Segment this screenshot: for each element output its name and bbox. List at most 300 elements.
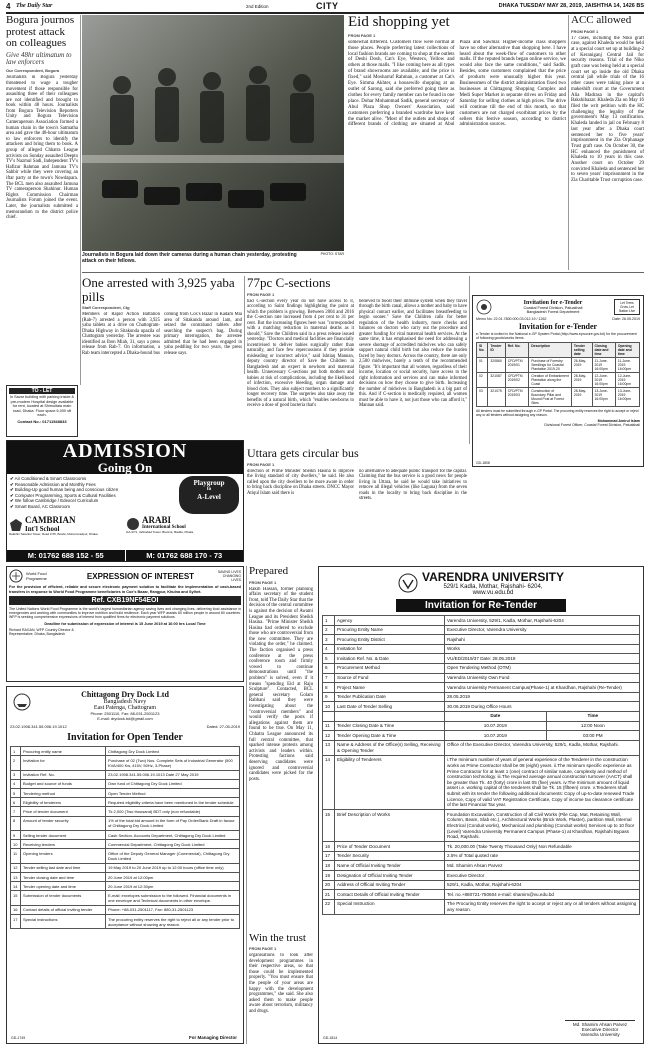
row-value: E-mail: envelopes submission to the followed. Financial documents in one envelope and Technical documents in other envelope.	[106, 891, 240, 905]
row-value: Office of the Deputy General Manager (Commercial), Chittagong Dry Dock Limited	[106, 849, 240, 863]
row-number: 14	[323, 755, 335, 809]
row-label: Contact Details of Official Inviting Tender	[335, 890, 445, 900]
trust-from: FROM PAGE 1	[249, 946, 277, 952]
row-value: 28.05.2019	[445, 692, 640, 702]
wfp-tagline: SAVING LIVES CHANGING LIVES	[217, 570, 241, 582]
gov-dept: Coastal Forest Division, Patuakhali	[523, 306, 583, 310]
wfp-eoi-ad	[6, 566, 244, 682]
bogura-byline: Our Correspondent, Bogura	[6, 68, 60, 74]
row-label: Procuring entity name	[21, 747, 106, 756]
row-number: 1	[323, 616, 335, 626]
table-row	[323, 851, 640, 861]
cambrian-phone: M: 01762 688 152 - 55	[7, 550, 126, 561]
table-row	[11, 831, 240, 840]
bogura-photo	[82, 15, 344, 251]
row-number: 16	[11, 905, 21, 914]
table-row	[323, 683, 640, 693]
table-row	[323, 692, 640, 702]
table-row	[323, 711, 640, 721]
bogura-photo-credit: PHOTO: STAR	[320, 252, 344, 256]
table-cell: CFD/PTK/ 2019/01	[505, 358, 529, 373]
row-number: 22	[323, 899, 335, 914]
ctg-country: Bangladesh Navy	[103, 699, 147, 705]
prepared-from: FROM PAGE 1	[249, 579, 277, 585]
table-row	[11, 747, 240, 756]
row-number: 16	[323, 842, 335, 852]
wfp-body: The United Nations World Food Programme is the world's largest humanitarian agency saving lives and changing lives, delivering food assistance in emergencies and working with communities to improve nutrition and build resilience. Each year WFP assists 80 million people in around 80 countries. WFP is seeking comprehensive expressions of interest from qualified firms for electronic payment solutions.	[9, 607, 241, 620]
table-row	[11, 798, 240, 807]
table-cell: 11	[323, 721, 335, 731]
wfp-org: World Food Programme	[26, 571, 47, 581]
table-row	[477, 358, 640, 373]
uttara-headline: Uttara gets circular bus	[247, 447, 359, 460]
row-value: 30.06.2019 During Office Hours	[445, 702, 640, 712]
table-header: Closing date and time	[592, 343, 615, 358]
row-value: The Procuring Entity reserves the right to accept or reject any or all tenders without assigning any reason.	[445, 899, 640, 914]
vu-address: 529/1 Kadla, Mothar, Rajshahi- 6204,	[443, 584, 543, 590]
row-label: Name of Official Inviting Tender	[335, 861, 445, 871]
table-row	[323, 673, 640, 683]
table-header: Sl No.	[477, 343, 488, 358]
badge-alevel: A-Level	[197, 493, 221, 501]
table-row	[323, 616, 640, 626]
vu-signatory-title: Executive Director	[581, 1027, 619, 1032]
table-cell: 10.07.2019	[445, 731, 547, 741]
row-label: Project Name	[335, 683, 445, 693]
yaba-headline: One arrested with 3,925 yaba pills	[82, 276, 235, 304]
row-label: Procuring Entity District	[335, 635, 445, 645]
yaba-story	[82, 276, 242, 374]
row-value: 529/1, Kadla, Mothar, Rajshahi-6204	[445, 880, 640, 890]
table-row	[477, 373, 640, 388]
table-cell: 321075	[488, 388, 505, 407]
row-value: 20 June 2019 at 12:00pm	[106, 873, 240, 882]
arabi-name: ARABI	[142, 515, 172, 525]
table-cell: CFD/PTK/ 2019/02	[505, 373, 529, 388]
row-number: 9	[11, 831, 21, 840]
admission-subtitle: Going On	[97, 460, 153, 475]
table-row	[11, 807, 240, 816]
row-number: 17	[323, 851, 335, 861]
tolet-ad	[6, 385, 78, 437]
row-value: i.The minimum number of years of general experience of the Tenderer in the construction works as Prime Contractor shall be 08 (eight) years. ii.The minimum specific experience as Prime Contractor for at least 1 (one) contract of similar nature, complexity and method of construction technology. iii.The required average annual construction turnover (AACT) shall be greater than Tk. 40 (forty) crore in last 05 (five) years. iv.The minimum amount of liquid asset i.e. working capital of the tenderers shall be Tk. 15 (fifteen) crore. v.Tenderers shall submit with its tender the following additional documents: Copy of up-to-date renewed Trade Licence, Copy of valid VAT Registration Certificate, Copy of income tax clearance certificate of the last Financial Tax year.	[445, 755, 640, 809]
admission-bullet: ✔ Air Conditioned & Smart Classrooms	[10, 476, 87, 481]
table-row	[323, 755, 640, 809]
table-cell: 12:00 Noon	[546, 721, 639, 731]
row-value: Rajshahi	[445, 635, 640, 645]
wfp-logo-icon	[9, 569, 23, 583]
badge-to: to	[206, 487, 212, 492]
table-cell: 02	[477, 373, 488, 388]
paper-name: The Daily Star	[16, 3, 53, 9]
row-number: 19	[323, 871, 335, 881]
acc-body: 17 cases, including the Niko graft case, against Khaleda would be held at a special court set up at building-2 of Keraniganj Central Jail for security reasons. Trial of the Niko graft case was being held at a special court set up inside the old Dhaka central jail while trials of the 16 other cases were taking place at a makeshift court at the Government Alia Madrasa in the capital's Bakshibazar. Khaleda Zia on May 16 filed the writ petition with the HC challenging the legality of the government's May 13 notification. Khaleda landed in jail on February 8 last year after a Dhaka court sentenced her to five years' imprisonment in the Zia Orphanage Trust graft case. On October 30, the HC enhanced the punishment of Khaleda to 10 years in this case. Another court on October 29 convicted Khaleda and sentenced her to seven years' imprisonment in the Zia Charitable Trust corruption case.	[571, 35, 644, 184]
row-label: Last Date of Tender Selling	[335, 702, 445, 712]
admission-bullet: ✔ Building-Up good human being and conscious citizen	[10, 487, 119, 493]
table-cell: Purchase of Forestry Seedlings for Coastal Plantation 2019-20	[529, 358, 572, 373]
row-number: 2	[323, 625, 335, 635]
prepared-story	[249, 566, 313, 1044]
time-header: Time	[546, 711, 639, 721]
check-icon: ✔	[10, 476, 14, 481]
varendra-logo-icon	[398, 573, 418, 593]
prepared-headline: Prepared	[249, 566, 289, 577]
row-number: 8	[323, 683, 335, 693]
row-value: Cash Section, Accounts Department, Chittagong Dry Dock Limited	[106, 831, 240, 840]
row-number: 5	[11, 789, 21, 798]
row-number: 7	[11, 807, 21, 816]
table-row	[11, 779, 240, 788]
table-row	[11, 905, 240, 914]
row-number: 4	[11, 779, 21, 788]
cambrian-sub: Int'l School	[25, 525, 60, 533]
row-value: 20 June 2019 at 12:30pm	[106, 882, 240, 891]
admission-bullet: ✔ We follow Cambridge / Edexcel Curriculum	[10, 498, 99, 504]
table-row	[11, 873, 240, 882]
row-value: Tk. 20,000.00 (Take Twenty Thousand Only) Non Refundable	[445, 842, 640, 852]
row-number: 17	[11, 915, 21, 929]
table-header: Ref. No.	[505, 343, 529, 358]
gov-dept2: Bangladesh Forest Department	[526, 310, 580, 314]
row-value: Varendra University Permanent Campus(Phase-1) at Khardhan, Rajshahi (Re-Tender)	[445, 683, 640, 693]
table-cell: 01	[477, 358, 488, 373]
cambrian-logo-icon	[9, 518, 23, 532]
row-label: Name & Address of the Office(s) Selling, Receiving & Opening Tender	[335, 740, 445, 755]
wfp-contact: Richard RAGAN, WFP Country Director & Representative, Dhaka, Bangladesh	[9, 627, 74, 636]
row-value: Commercial Department, Chittagong Dry Dock Limited	[106, 840, 240, 849]
table-row	[11, 891, 240, 905]
row-label: Eligibility of tenderers	[21, 798, 106, 807]
row-value: Md. Shamim Ahsan Parvez	[445, 861, 640, 871]
arabi-address: GA-37/1, Jahirabad Tower, Block E, Badda, Dhaka	[126, 530, 194, 534]
check-icon: ✔	[10, 498, 14, 504]
row-label: Opening tenders	[21, 849, 106, 863]
table-cell: 28-May-2019	[571, 388, 592, 407]
gov-etender-heading: Invitation for e-Tender	[518, 322, 598, 331]
bogura-body: Journalists in Bogura yesterday threatened to wage a tougher movement if those responsible for assaulting three of their colleagues are not identified and brought to book within 48 hours. Journalists from Bogura Television Reporters Unity and Bogura Television Cameraperson Association formed a human chain in the town's Satmatha area and gave the 48-hour ultimatum to law enforcers to identify the attackers and bring them to book. A group of alleged Chhatra League activists on Sunday assaulted Deepto TV's Nazmul Sadi, Independent TV's Hafizur Rahman and Jamuna TV's Sabbir while they were covering an iftar party at the town's Nowdapara. The BCL men also assaulted Jamuna TV cameraperson Shahinur. Human Rights Commission Chairman Journalists Forum joined the event. Later, the journalists submitted a memorandum to the district police chief.	[6, 75, 78, 221]
table-row	[323, 861, 640, 871]
row-number: 13	[11, 873, 21, 882]
table-cell: 03:00 PM	[546, 731, 639, 741]
admission-bullets	[7, 474, 177, 516]
table-cell: Tender Opening Date & Time	[335, 731, 445, 741]
arabi-phone: M: 01762 688 170 - 73	[126, 550, 244, 561]
row-label: Address of Official Inviting Tender	[335, 880, 445, 890]
table-row	[323, 890, 640, 900]
row-label: Procurement Method	[335, 663, 445, 673]
row-number: 15	[323, 810, 335, 842]
table-cell: CFD/PTK/ 2019/03	[505, 388, 529, 407]
row-label: Tender closing date and time	[21, 873, 106, 882]
table-row	[323, 842, 640, 852]
row-label: Procuring Entity Name	[335, 625, 445, 635]
row-label: Tendering method	[21, 789, 106, 798]
arabi-sub: International School	[142, 525, 186, 530]
row-value: Chittagong Dry Dock Limited	[106, 747, 240, 756]
row-value: Executive Director, Varendra University	[445, 625, 640, 635]
table-row	[323, 654, 640, 664]
table-header: Tender ID	[488, 343, 505, 358]
bogura-story	[6, 15, 78, 385]
check-icon: ✔	[10, 487, 14, 493]
acc-story	[571, 15, 644, 270]
ctg-title: Invitation for Open Tender	[67, 732, 183, 743]
table-cell: 13-June-2019 16:00pm	[592, 388, 615, 407]
row-label: Tender Publication Date	[335, 692, 445, 702]
row-number: 6	[11, 798, 21, 807]
tolet-body: In Savar building with parking inside & pre-modern Hospital design available for rent, located at Shimultala main road, Dhaka. Floor space 6,000 sft each.	[9, 395, 75, 417]
table-row	[11, 770, 240, 779]
row-number: 5	[323, 654, 335, 664]
section-title: CITY	[316, 2, 339, 11]
table-cell: 13-June-2019 16:00pm	[615, 388, 639, 407]
row-number: 6	[323, 663, 335, 673]
row-value: Tk 2,000 (Two thousand) BDT only (non refundable)	[106, 807, 240, 816]
table-cell: 12-June-2019 16:00pm	[615, 373, 639, 388]
drydock-logo-icon	[13, 693, 31, 711]
row-label: Source of Fund	[335, 673, 445, 683]
table-row	[11, 863, 240, 872]
gov-memo: Memo No: 22.01.7800.000.03.012.19 / 1262	[476, 317, 547, 321]
vu-signatory: Md. Shamim Ahsan Parvez	[572, 1022, 628, 1027]
table-row	[323, 899, 640, 914]
acc-headline: ACC allowed	[571, 15, 632, 26]
row-number: 7	[323, 673, 335, 683]
table-row	[323, 871, 640, 881]
row-number	[323, 711, 335, 721]
vu-tender-table	[322, 615, 640, 915]
prepared-body: Rakib Hassan, former planning affairs secretary of the student front, told The Daily Star that the decision of the central committee is against the decision of Awami League and its President Sheikh Hasina. "Prime Minister Sheikh Hasina had ordered to exclude those who are controversial from the new committee. They are violating the order," he claimed. The faction organised a press conference at the press conference room and firmly vowed to continue demonstrations until "the problem" is solved, even if it means "spending Eid at Raju Sculpture". Contacted, BCL general secretary Golam Rabbani said they were investigating about the "controversial members" and would verify the posts if allegations against them are found to be true. On May 11, Chhatra League announced its full central committee, that sparked intense protests among activists and leaders within. Protesting factions said deserving candidates were ignored and controversial candidates were picked for the posts.	[249, 586, 313, 782]
wfp-title: EXPRESSION OF INTEREST	[86, 571, 195, 581]
ctg-addr: East Patenga, Chattogram	[93, 705, 157, 711]
uttara-story	[247, 447, 467, 559]
row-label: Amount of tender security	[21, 816, 106, 830]
uttara-body-2: no alternative to adequate public transport for the capital. Claiming that the bus service is a good news for people living in Uttara, he said he would take initiatives to remove all illegal vehicles (like Laguna) from the seven roads in the locality to bring back discipline in the streets.	[359, 468, 467, 502]
gov-date: Date: 26.05.2019	[612, 317, 640, 321]
row-number: 15	[11, 891, 21, 905]
row-label: Price of tender document	[21, 807, 106, 816]
table-cell: 11-June-2019 16:00pm	[615, 358, 639, 373]
row-label: Special Instruction	[335, 899, 445, 914]
tolet-title: TO - LET	[9, 388, 75, 394]
admission-ad	[6, 440, 244, 562]
row-number: 10	[11, 840, 21, 849]
table-header: Tender selling date	[571, 343, 592, 358]
row-label: Receiving tenders	[21, 840, 106, 849]
row-value: Open Tendering Method (OTM)	[445, 663, 640, 673]
table-row	[323, 663, 640, 673]
table-row	[11, 882, 240, 891]
row-number: 2	[11, 756, 21, 770]
table-row	[323, 644, 640, 654]
table-row	[323, 810, 640, 842]
table-cell: Construction of Boundary Pillar and Mound Post at Forest Sites	[529, 388, 572, 407]
bogura-headline: Bogura journos protest attack on colleagues	[6, 15, 75, 50]
ctg-org: Chittagong Dry Dock Ltd	[81, 690, 169, 699]
table-row	[323, 880, 640, 890]
row-number: 1	[11, 747, 21, 756]
cambrian-address: Dakkhin Satarkul Tower, Road # 05, Bosila, Mohammadpur, Dhaka	[9, 532, 98, 536]
gov-intro: e-Tender is invited in the National e-GP System Portal (http://www.eprocure.gov.bd) for the procurement of following goods/works items.	[476, 332, 637, 340]
row-value: Own fund of Chittagong Dry Dock Limited	[106, 779, 240, 788]
row-label: Invitation for	[335, 644, 445, 654]
uttara-from: FROM PAGE 1	[247, 461, 275, 467]
csection-body-2: believed to boost their immune system when they travel through the birth canal, allows a mother and baby to have physical contact earlier, and facilitates breastfeeding to begin sooner." Save the Children calls for better regulation of the health industry, more checks and balances on doctors who carry out the procedure and greater funding for vital maternal health services. At the same time, it has emphasised the need for addressing a severe shortage of accredited midwives who can safely support natural child birth but also reduce the burden faced by busy doctors. Across the country, there are only 2,500 midwives, barely a tenth of the recommended figure. "It's important that all women, regardless of their income, location or social security, have access to the right information and services and can make informed decisions on how they choose to give birth. Increasing the number of midwives in Bangladesh is a big part of this. And if C-section is medically required, all women must be able to have it, not just those who can afford it," Mannan said.	[359, 298, 467, 409]
cambrian-name: CAMBRIAN	[25, 515, 76, 525]
row-value: Required eligibility criteria have been mentioned in the tender schedule	[106, 798, 240, 807]
table-row	[323, 702, 640, 712]
row-number: 13	[323, 740, 335, 755]
row-value: VU/ED/2019/37 Date: 28.05.2019	[445, 654, 640, 664]
gov-notes: All tenders must be submitted through e-GP Portal. The procuring entity reserves the right to accept or reject any or all tenders without assigning any reason.	[476, 409, 639, 417]
wfp-ref: Ref. CXB19NF54EOI	[9, 596, 241, 605]
row-number: 4	[323, 644, 335, 654]
vu-title: Invitation for Re-Tender	[396, 599, 566, 612]
row-value: 23.02.1908.341.55.006.19.1013 Date 27 May 2019	[106, 770, 240, 779]
yaba-byline: Staff Correspondent, Ctg	[82, 305, 130, 311]
table-row	[11, 789, 240, 798]
check-icon: ✔	[10, 492, 14, 498]
row-label: Eligibility of Tenderers	[335, 755, 445, 809]
row-number: 11	[11, 849, 21, 863]
row-label: Selling tender document	[21, 831, 106, 840]
vu-website: www.vu.edu.bd	[472, 590, 514, 596]
page-number: 4	[6, 2, 11, 11]
table-row	[477, 388, 640, 407]
journalists-image	[82, 15, 344, 251]
row-label: Budget and source of funds	[21, 779, 106, 788]
masthead	[6, 2, 644, 12]
admission-bullet: ✔ Smart Board, AC Classroom	[10, 503, 71, 509]
gov-signatory: Mohammad Amirul Islam	[597, 419, 640, 423]
check-icon: ✔	[10, 481, 14, 487]
table-row	[323, 625, 640, 635]
admission-title: ADMISSION	[62, 440, 188, 462]
tolet-contact: Contact No.: 01711548833	[17, 418, 67, 424]
row-value: Phone: +88-031-2501117, Fax: 880-31-2501123	[106, 905, 240, 914]
row-label: Contact details of official inviting tender	[21, 905, 106, 914]
table-row	[323, 731, 640, 741]
bogura-photo-caption: Journalists in Bogura laid down their cameras during a human chain yesterday, protesting attack on their fellows.	[82, 252, 297, 264]
gov-gd: GD-1808	[476, 461, 490, 465]
table-row	[323, 635, 640, 645]
table-row	[11, 849, 240, 863]
ctg-memo: 23.02.1908.341.55.006.19.1012	[10, 724, 67, 729]
row-value: Works	[445, 644, 640, 654]
vu-name: VARENDRA UNIVERSITY	[421, 570, 564, 584]
eid-body: somewhat different. Customers flow were normal at those places. People preferring latest collections of local fashion brands are coming to shop at the outlets of Deshi Dosh, Cat's Eye, Westecs, Yellow and others at those malls. "I like coming here as all types of brand showrooms are available, and the price is fixed," said Mosharraf Rahman, a customer at Cat's Eye. Simma Akhter, a housewife shopping at an outlet of Sarong, said she preferred going there as clothes for every family member can be found in one place. Dohar Mohammad Sadik, general secretary of Abul Plaza Shop Owners' Association, said customers preferring a branded wardrobe have kept the market alive. "Most of the outlets and shops of different brands of clothing are situated at Abul Plaza and Sawmar. Higher-income class shoppers have no other alternative than shopping here. I have heard about the week-flow of customers to other malls. If the reputed brands began online service, we would also face the same conditions," said Sadik. Besides, some customers complained that the price of products were unusually higher this year. Businessmen of the district administration fixed two businesses at Chittagong Shopping Complex and Medi Super Market in separate drives on Friday and Saturday for selling clothes at high prices. The drive will continue till the end of this month, so that customers are not charged exorbitant prices by the sellers this festive season, according to district administration sources.	[348, 39, 566, 128]
ctg-email: E-mail: drydock.bd@gmail.com	[97, 716, 153, 721]
row-label: Special instructions	[21, 915, 106, 929]
bangladesh-emblem-icon	[476, 299, 492, 315]
csection-from: FROM PAGE 1	[247, 291, 275, 297]
row-number: 3	[11, 770, 21, 779]
row-number: 21	[323, 890, 335, 900]
row-label: Brief Description of Works	[335, 810, 445, 842]
table-cell: 11-June-2019 16:00pm	[592, 358, 615, 373]
row-number: 20	[323, 880, 335, 890]
row-label: Invitation for	[21, 756, 106, 770]
table-cell: 321087	[488, 373, 505, 388]
admission-badge	[179, 476, 239, 514]
row-label: Price of Tender Document	[335, 842, 445, 852]
gov-title: Invitation for e-Tender	[523, 300, 583, 306]
varendra-ad	[318, 566, 644, 1044]
gov-tender-table	[476, 342, 640, 407]
row-value: Varendra University, 529/1, Kadla, Mothar, Rajshahi-6204	[445, 616, 640, 626]
table-cell: 28-May-2019	[571, 373, 592, 388]
eid-story	[348, 15, 566, 270]
table-cell: Tender Closing Date & Time	[335, 721, 445, 731]
table-cell: 26-May-2019	[571, 358, 592, 373]
gov-slogan: Let Trees Grow, Let Nation Live	[614, 299, 640, 315]
row-value: Office of the Executive Director, Varendra University, 529/1, Kadla, Mothar, Rajshahi.	[445, 740, 640, 755]
eid-from: FROM PAGE 1	[348, 32, 376, 38]
row-label: Agency	[335, 616, 445, 626]
table-cell: 12	[323, 731, 335, 741]
table-row	[323, 740, 640, 755]
row-value: Tel. no.+880721-750604 e-mail: shamim@vu.edu.bd	[445, 890, 640, 900]
table-cell: Creation of Embankment Plantation along the Coast	[529, 373, 572, 388]
badge-playgroup: Playgroup	[193, 479, 225, 487]
yaba-body: Members of Rapid Action Battalion (Rab-7) arrested a person with 3,925 yaba tablets at a drive on Chattogram-Dhaka Highway in Sitakunda upazila of Chattogram yesterday. The arrestee was identified as Ibon Miah, 31, says a press release from Rab-7. On information, a Rab team intercepted a Dhaka-bound bus coming from Cox's Bazar in Kadam Mia area of Sitakunda around 1am, and seized the contraband tablets after searching the suspect's bag. During primary interrogation, the arrestee admitted that he had been engaged in yaba peddling for two years, the press release says.	[82, 312, 242, 356]
row-value: 1% of the total bid amount in the form of Pay Order/Bank Draft in favour of Chittagong Dry Dock Limited	[106, 816, 240, 830]
row-number: 14	[11, 882, 21, 891]
row-number: 10	[323, 702, 335, 712]
check-icon: ✔	[10, 503, 14, 509]
admission-bullet: ✔ Reasonable Admission and Monthly Fees	[10, 481, 96, 487]
table-row	[11, 840, 240, 849]
uttara-body-1: direction of Prime Minister Sheikh Hasina to improve the living standard of city dwellers," he said. He also called upon the city dwellers to be more aware in order to bring back discipline on Dhaka streets. DNCC Mayor Atiqul Islam said there is	[247, 468, 354, 496]
ctg-footer: For Managing Director	[188, 1035, 237, 1040]
row-label	[335, 711, 445, 721]
trust-body: organisations to look after development programmes in their respective areas, so that those could be implemented properly. "You must ensure that the people of your areas are happy with the development programmes," she said. She also asked them to make people aware about terrorism, militancy and drugs.	[249, 953, 313, 1015]
row-number: 8	[11, 816, 21, 830]
row-value: Executive Director	[445, 871, 640, 881]
row-value: Purchase of 02 (Two) Nos. Complete Sets of Industrial Generator (500 KVA/400 Kw, 415V, 50Hz, 3-Phase)	[106, 756, 240, 770]
ctg-tender-table	[10, 746, 240, 929]
ctg-phone: Phone: 2501110, Fax: 88-031-2501123	[90, 711, 160, 716]
edition: 2nd Edition	[246, 4, 269, 9]
wfp-deadline: Deadline for submission of expression of interest is 15 June 2019 at 16:00 hrs Local Time	[44, 621, 206, 626]
row-value: Varendra University Own Fund	[445, 673, 640, 683]
row-number: 3	[323, 635, 335, 645]
table-row	[11, 756, 240, 770]
row-value: The procuring entity reserves the right to reject all or any tender prior to acceptance without showing any reason.	[106, 915, 240, 929]
row-number: 18	[323, 861, 335, 871]
vu-signatory-org: Varendra University	[580, 1032, 620, 1037]
issue-date: DHAKA TUESDAY MAY 28, 2019, JAISHTHA 14, 1426 BS	[498, 3, 644, 9]
table-cell: 12-June-2019 16:00pm	[592, 373, 615, 388]
row-number: 9	[323, 692, 335, 702]
vu-gd: GD-1814	[323, 1036, 338, 1040]
row-value: Open Tender Method	[106, 789, 240, 798]
row-value: 19 May 2019 to 20 June 2019 up to 12:00 hours (office time only)	[106, 863, 240, 872]
row-label: Submission of tender documents	[21, 891, 106, 905]
row-value: Foundation Excavation, Construction of all Civil Works (Pile Cap, Mat, Retaining Wall, Column, Beam, Slab etc.), Architectural Works (Brick Work, Plaster), partition Wall, Internal Electrical (Conduit works), Mechanical and plumbing (Conduit works) Services up to 10 floor (Level) Varendra University Permanent Campus (Phase-1) at Khardhan, Rajshahi Bypass Road, Rajshahi.	[445, 810, 640, 842]
row-value: 2.5% of Total quoted rate	[445, 851, 640, 861]
eid-headline: Eid shopping yet	[348, 15, 450, 30]
row-number: 12	[11, 863, 21, 872]
csection-body-1: had C-section every year do not have access to it, according to Saint findings highlighting the point at which the problem is growing. Between 2004 and 2016 the C-section rate increased from 4 per cent to 31 per cent. But the increasing figures here was "corresponded with a matching reduction in maternal deaths as it should," Save the Children said in a press release issued yesterday. "Doctors and medical facilities are financially incentivised to deliver babies surgically rather than naturally, and face few repercussions if they provide misleading or incorrect advice," said Ishtiaq Mannan, deputy country director of Save the Children in Bangladesh and an expert in newborn and maternal health. Unnecessary C-sections put both mothers and babies at risk of complications, including the likelihood of infection, excessive bleeding, organ damage and blood clots. They also subject mothers to a significantly longer recovery time. The surgeries also take away the benefits of a natural birth, which "enables newborns to receive a dose of good bacteria that's	[247, 298, 354, 409]
table-header: Description	[529, 343, 572, 358]
row-label: Tender selling last date and time	[21, 863, 106, 872]
row-label: Invitation Ref. No.	[21, 770, 106, 779]
table-row	[11, 816, 240, 830]
acc-from: FROM PAGE 1	[571, 28, 599, 34]
admission-bullet: ✔ Computer Programming, Sports & Cultural Facilities	[10, 492, 116, 498]
table-row	[323, 721, 640, 731]
